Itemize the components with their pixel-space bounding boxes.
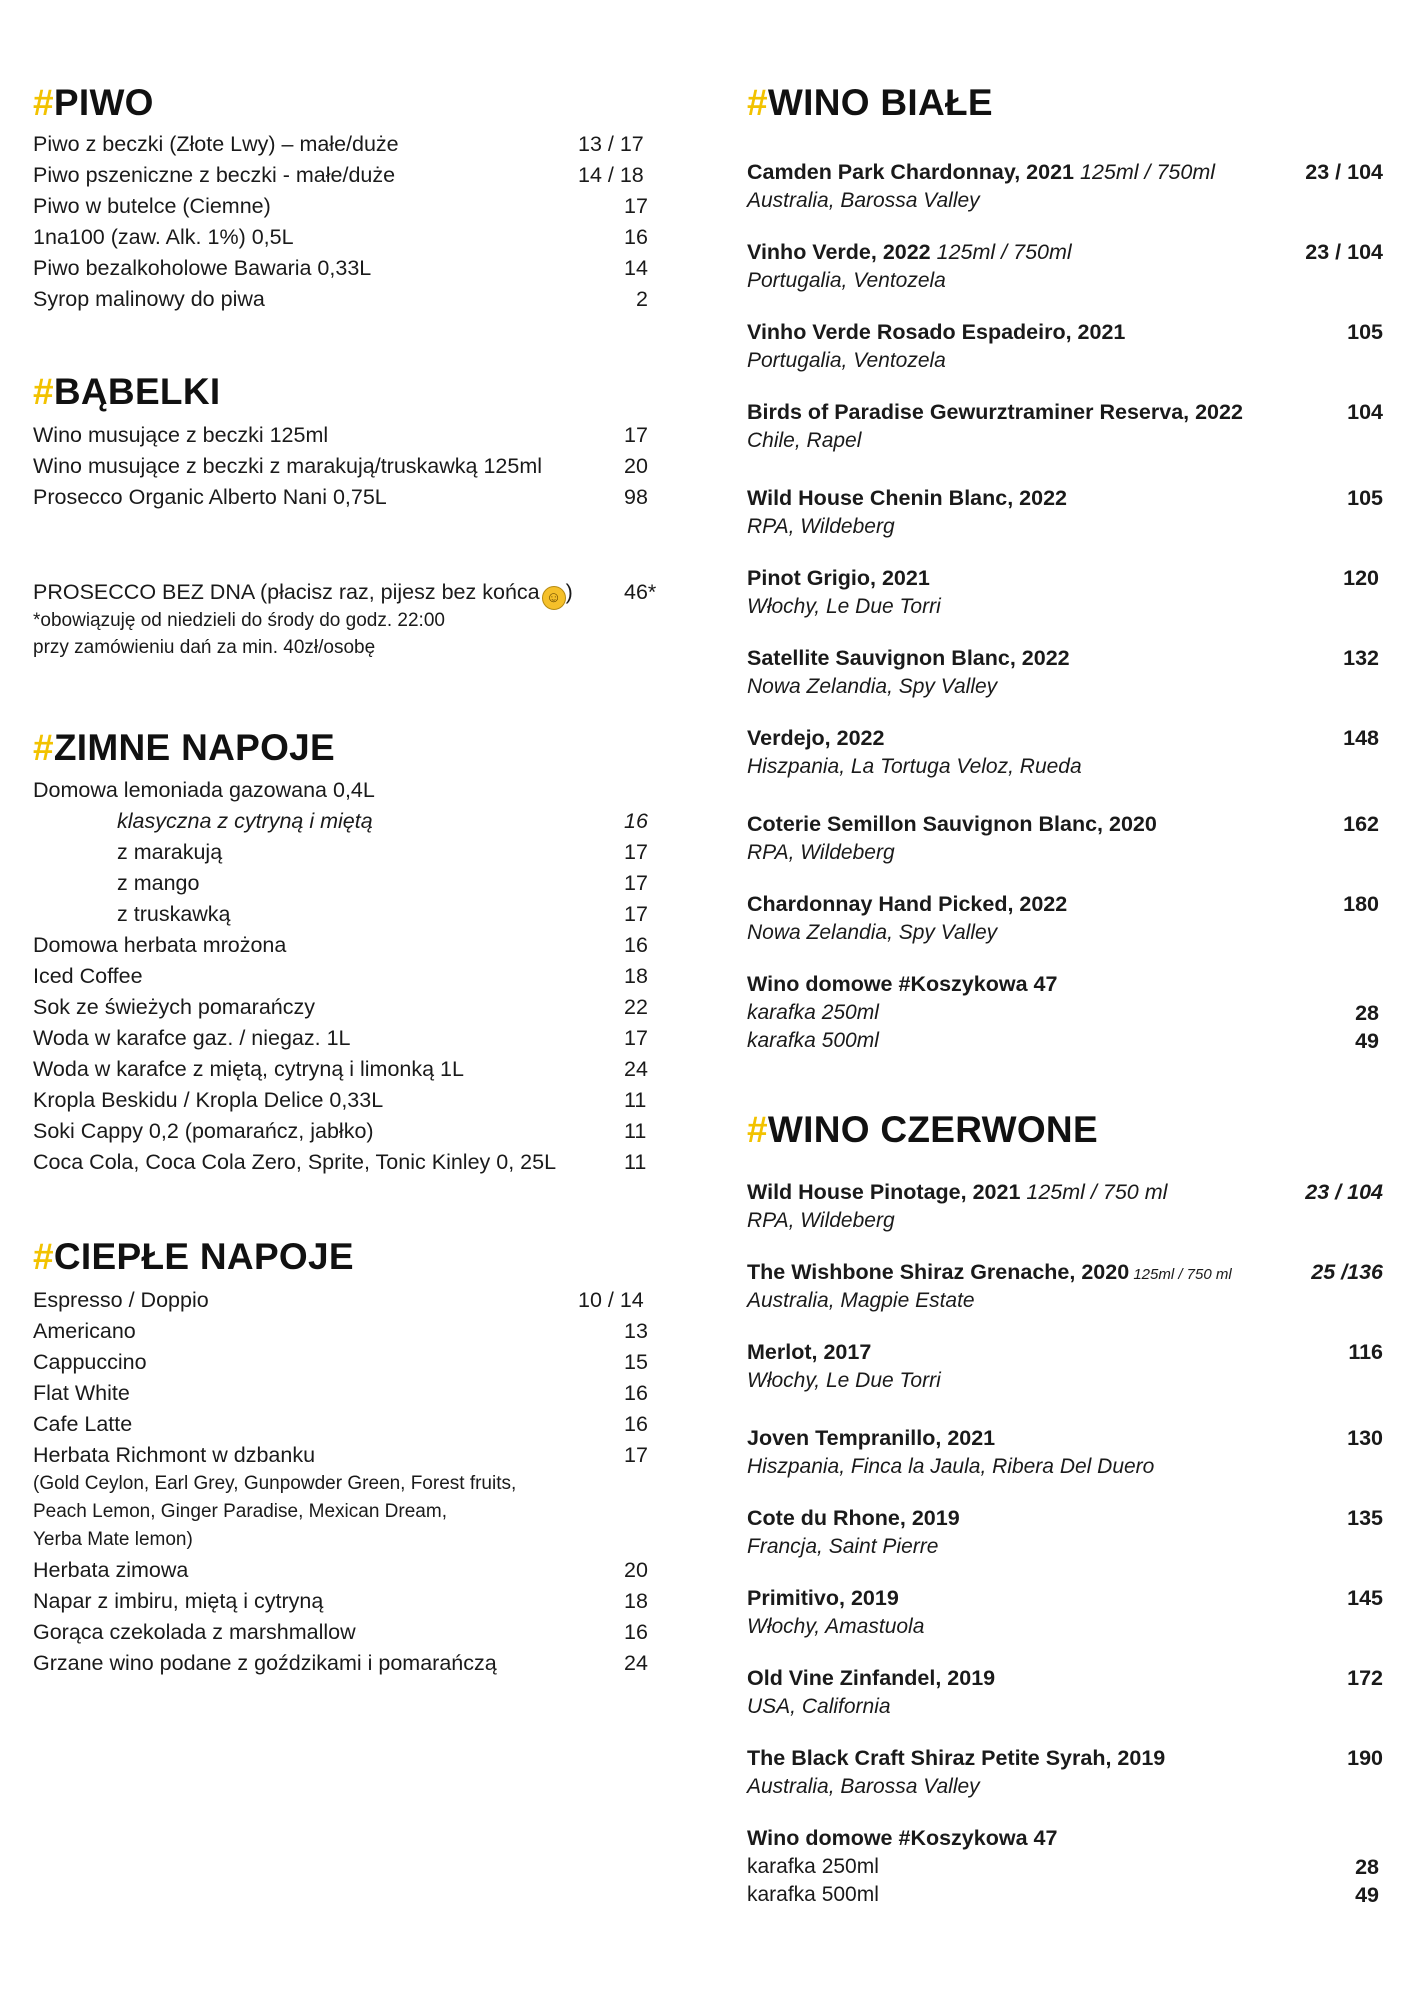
section-heading-wino-czerwone: #WINO CZERWONE (747, 1109, 1098, 1150)
tea-varieties-note: Peach Lemon, Ginger Paradise, Mexican Dream, (33, 1501, 447, 1522)
tea-varieties-note: Yerba Mate lemon) (33, 1529, 193, 1550)
section-heading-zimne-napoje: #ZIMNE NAPOJE (33, 727, 336, 768)
prosecco-note: *obowiązuję od niedzieli do środy do godz. 22:00 (33, 610, 445, 631)
tea-varieties-note: (Gold Ceylon, Earl Grey, Gunpowder Green, Forest fruits, (33, 1473, 517, 1494)
prosecco-note: przy zamówieniu dań za min. 40zł/osobę (33, 637, 376, 658)
smiley-icon: ☺ (542, 586, 566, 610)
section-heading-babelki: #BĄBELKI (33, 371, 221, 412)
section-heading-cieple-napoje: #CIEPŁE NAPOJE (33, 1236, 354, 1277)
section-heading-wino-biale: #WINO BIAŁE (747, 82, 993, 123)
section-heading-piwo: #PIWO (33, 82, 154, 123)
